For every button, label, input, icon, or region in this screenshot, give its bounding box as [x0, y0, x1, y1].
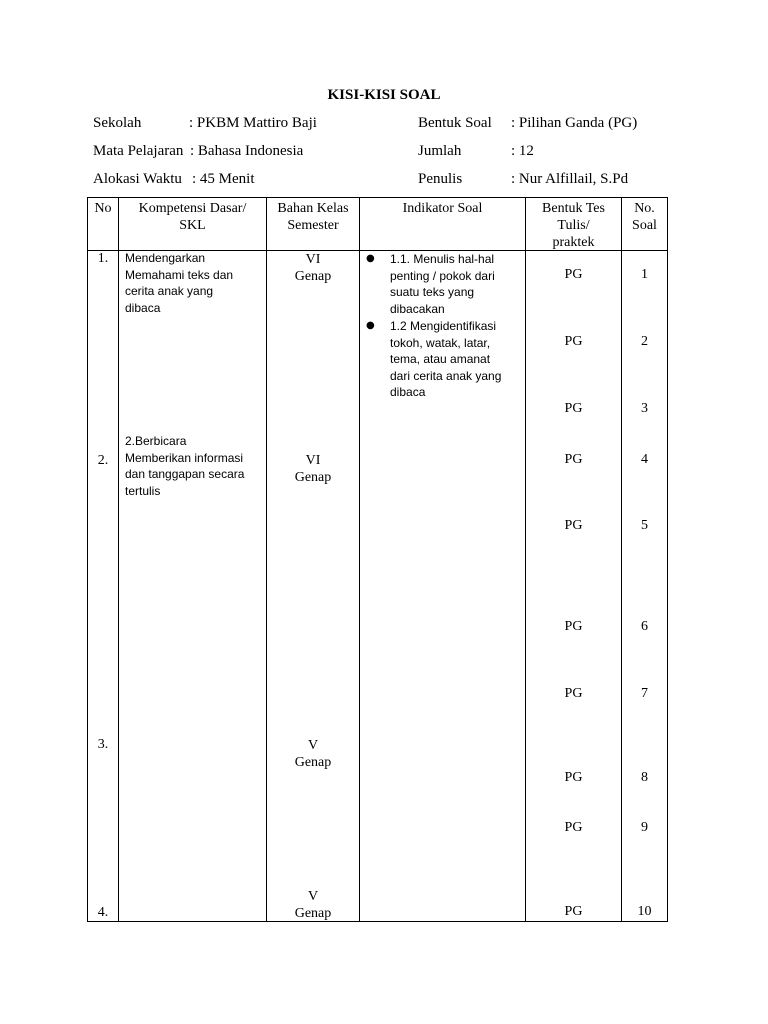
bentuk-tes-cell: PG: [564, 401, 583, 416]
col-divider: [525, 197, 526, 922]
bentuk-tes-cell: PG: [564, 904, 583, 919]
kelas-value: VI: [305, 252, 321, 267]
row-number: 1.: [97, 251, 109, 266]
header-bahan: [267, 200, 359, 234]
kompetensi-text: [125, 250, 265, 316]
indikator-line: suatu teks yang: [390, 285, 475, 299]
info-block: [0, 115, 768, 195]
indikator-line: 1.2 Mengidentifikasi: [390, 319, 497, 333]
col-divider: [359, 197, 360, 922]
kompetensi-line: 2.Berbicara: [125, 434, 187, 448]
col-divider: [621, 197, 622, 922]
no-soal-cell: 9: [641, 820, 648, 835]
col-divider: [87, 197, 88, 922]
no-soal-cell: 1: [641, 267, 648, 282]
bentuk-tes-cell: PG: [564, 686, 583, 701]
indikator-line: dibacakan: [390, 301, 445, 316]
document-title: KISI-KISI SOAL: [327, 87, 441, 103]
kompetensi-line: dibaca: [125, 300, 161, 315]
kelas-value: V: [307, 889, 319, 904]
indikator-line: tokoh, watak, latar,: [390, 335, 491, 350]
waktu-label: Alokasi Waktu: [93, 171, 182, 187]
mapel-label: Mata Pelajaran: [93, 143, 184, 159]
indikator-line: penting / pokok dari: [390, 268, 495, 283]
row-number: 3.: [97, 737, 109, 752]
semester-value: Genap: [294, 906, 332, 921]
bentuk-soal-value: : Pilihan Ganda (PG): [511, 115, 638, 131]
col-divider: [667, 197, 668, 922]
no-soal-cell: 8: [641, 770, 648, 785]
header-kompetensi-line1: Kompetensi Dasar/: [138, 201, 247, 216]
no-soal-cell: 5: [641, 518, 648, 533]
kelas-semester: [267, 888, 359, 922]
indikator-line: dari cerita anak yang: [390, 368, 502, 383]
sekolah-value: : PKBM Mattiro Baji: [189, 115, 317, 131]
bentuk-tes-cell: PG: [564, 770, 583, 785]
col-divider: [266, 197, 267, 922]
kompetensi-line: Memahami teks dan: [125, 267, 234, 282]
header-bahan-line2: Semester: [287, 218, 339, 233]
kelas-value: VI: [305, 453, 321, 468]
semester-value: Genap: [294, 470, 332, 485]
kompetensi-line: cerita anak yang: [125, 284, 214, 298]
no-soal-cell: 7: [641, 686, 648, 701]
header-no: No: [94, 201, 112, 216]
penulis-value: : Nur Alfillail, S.Pd: [511, 171, 629, 187]
sekolah-label: Sekolah: [93, 115, 142, 131]
table-border-bottom: [87, 921, 668, 922]
jumlah-label: Jumlah: [418, 143, 462, 159]
waktu-value: : 45 Menit: [192, 171, 255, 187]
semester-value: Genap: [294, 755, 332, 770]
bentuk-tes-cell: PG: [564, 820, 583, 835]
bullet-icon: ●: [366, 253, 375, 264]
row-number: 2.: [97, 453, 109, 468]
no-soal-cell: 4: [641, 452, 648, 467]
header-nosoal-line2: Soal: [632, 218, 657, 233]
indikator-line: 1.1. Menulis hal-hal: [390, 252, 495, 266]
header-bentuk-line2: Tulis/: [557, 218, 590, 233]
no-soal-cell: 6: [641, 619, 648, 634]
header-kompetensi-line2: SKL: [179, 218, 206, 233]
indikator-line: tema, atau amanat: [390, 352, 491, 366]
kompetensi-text: [125, 433, 265, 499]
header-kompetensi: [119, 200, 266, 234]
bentuk-soal-label: Bentuk Soal: [418, 115, 492, 131]
col-divider: [118, 197, 119, 922]
row-number: 4.: [97, 905, 109, 920]
header-indikator: Indikator Soal: [402, 201, 483, 216]
header-bentuk-line3: praktek: [552, 235, 595, 250]
header-nosoal-line1: No.: [634, 201, 655, 216]
header-bentuk-tes: [526, 200, 621, 251]
table-border-top: [87, 197, 668, 198]
semester-value: Genap: [294, 269, 332, 284]
no-soal-cell: 3: [641, 401, 648, 416]
bentuk-tes-cell: PG: [564, 619, 583, 634]
bentuk-tes-cell: PG: [564, 452, 583, 467]
kelas-semester: [267, 452, 359, 486]
header-no-soal: [622, 200, 667, 234]
kompetensi-line: Memberikan informasi: [125, 450, 244, 465]
no-soal-cell: 10: [637, 904, 652, 919]
header-bentuk-line1: Bentuk Tes: [542, 201, 605, 216]
kompetensi-line: dan tanggapan secara: [125, 467, 245, 481]
indikator-line: dibaca: [390, 385, 426, 399]
bentuk-tes-cell: PG: [564, 334, 583, 349]
header-bahan-line1: Bahan Kelas: [277, 201, 349, 216]
bentuk-tes-cell: PG: [564, 518, 583, 533]
kelas-semester: [267, 251, 359, 285]
jumlah-value: : 12: [511, 143, 534, 159]
no-soal-cell: 2: [641, 334, 648, 349]
kompetensi-line: tertulis: [125, 483, 161, 498]
kompetensi-line: Mendengarkan: [125, 251, 206, 265]
indikator-item: [390, 251, 524, 317]
indikator-item: [390, 318, 524, 401]
bentuk-tes-cell: PG: [564, 267, 583, 282]
bullet-icon: ●: [366, 320, 375, 331]
kelas-value: V: [307, 738, 319, 753]
kelas-semester: [267, 737, 359, 771]
penulis-label: Penulis: [418, 171, 463, 187]
mapel-value: : Bahasa Indonesia: [190, 143, 304, 159]
